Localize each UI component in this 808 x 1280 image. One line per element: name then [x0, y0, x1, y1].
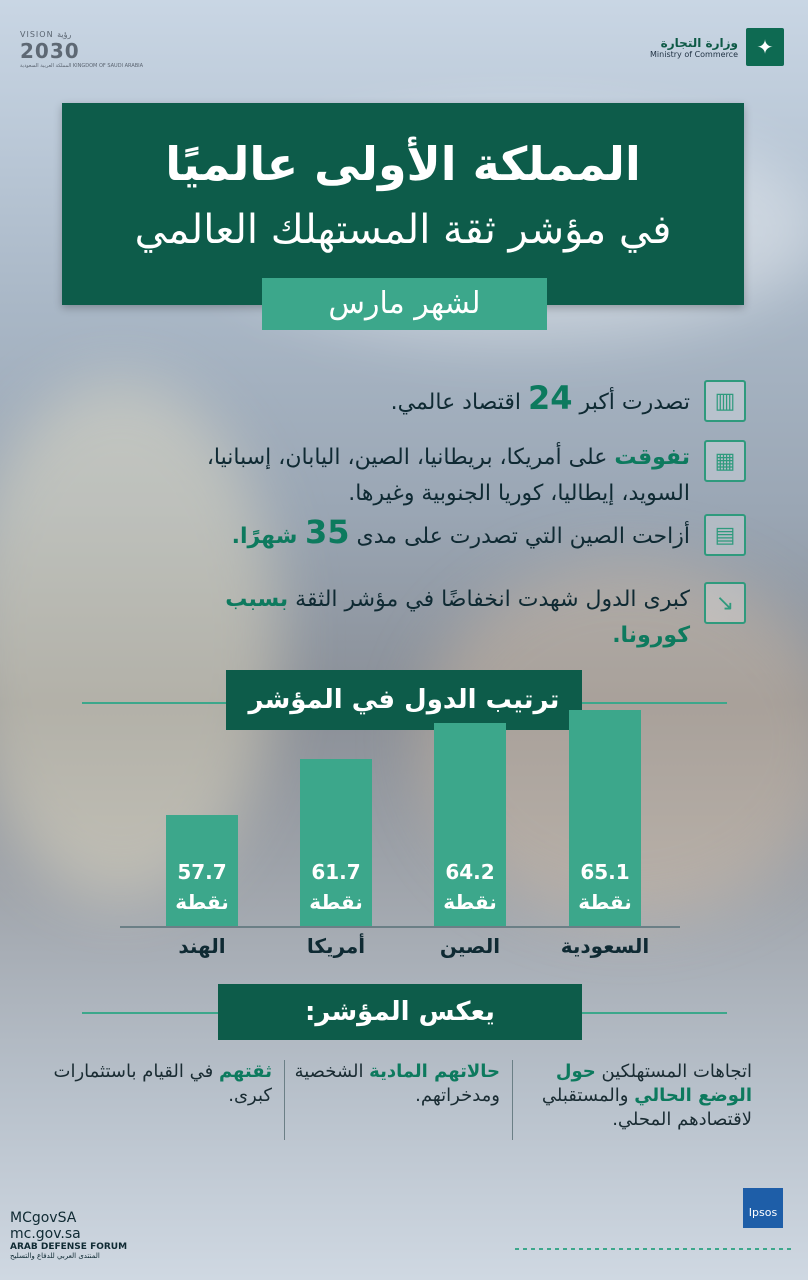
fact-item — [391, 380, 746, 422]
chart-baseline — [120, 926, 680, 928]
ministry-logo — [650, 28, 784, 66]
column-separator — [284, 1060, 285, 1140]
bar-value: 65.1 — [580, 860, 630, 884]
column-separator — [512, 1060, 513, 1140]
bar-unit: نقطة — [175, 890, 229, 914]
footer-contacts — [10, 1210, 127, 1260]
social-handle[interactable]: MCgovSA — [10, 1210, 77, 1226]
website-link[interactable]: mc.gov.sa — [10, 1226, 81, 1242]
vision-2030-logo — [20, 30, 143, 69]
chart-bar — [300, 759, 372, 926]
title-banner — [62, 103, 744, 305]
month-badge: لشهر مارس — [262, 278, 547, 330]
main-title: المملكة الأولى عالميًا — [165, 137, 641, 191]
chart-bar — [166, 815, 238, 926]
reflect-column: حالاتهم المادية الشخصية ومدخراتهم. — [294, 1061, 500, 1106]
decline-chart-icon: ↘ — [704, 582, 746, 624]
sub-title: في مؤشر ثقة المستهلك العالمي — [134, 207, 672, 253]
chart-bar — [434, 723, 506, 926]
fact-text: تصدرت أكبر 24 اقتصاد عالمي. — [390, 379, 690, 417]
vision-subtitle: المملكة العربية السعودية KINGDOM OF SAUDI ARABIA — [20, 63, 144, 69]
ministry-name-ar: وزارة التجارة — [660, 35, 738, 50]
bar-unit: نقطة — [443, 890, 497, 914]
bar-category-label: الصين — [439, 934, 501, 958]
buildings-icon: ▦ — [704, 440, 746, 482]
fact-item — [232, 514, 746, 556]
bar-unit: نقطة — [578, 890, 632, 914]
ipsos-logo: Ipsos — [743, 1188, 783, 1228]
bar-unit: نقطة — [309, 890, 363, 914]
chart-bar — [569, 710, 641, 926]
fact-item — [207, 440, 746, 512]
bar-value: 61.7 — [311, 860, 361, 884]
bar-value: 57.7 — [177, 860, 227, 884]
vision-label: VISION رؤية — [20, 30, 72, 39]
fact-number: 35 — [305, 513, 350, 551]
forum-watermark-ar: المنتدى العربي للدفاع والتسليح — [10, 1252, 100, 1260]
ministry-name-en: Ministry of Commerce — [650, 49, 738, 59]
fact-text: أزاحت الصين التي تصدرت على مدى 35 شهرًا. — [231, 513, 690, 551]
bar-category-label: أمريكا — [306, 934, 366, 958]
fact-text: كبرى الدول شهدت انخفاضًا في مؤشر الثقة بسبب كورونا. — [225, 587, 690, 648]
bar-category-label: السعودية — [560, 934, 650, 958]
forum-watermark: ARAB DEFENSE FORUM — [10, 1242, 128, 1252]
fact-item — [225, 582, 746, 654]
reflect-column: اتجاهات المستهلكين حول الوضع الحالي والمستقبلي لاقتصادهم المحلي. — [541, 1061, 752, 1130]
palm-swords-icon: ✦ — [746, 28, 784, 66]
reflects-title: يعكس المؤشر: — [218, 984, 582, 1040]
bar-chart-icon: ▥ — [704, 380, 746, 422]
bar-value: 64.2 — [445, 860, 495, 884]
fact-text: تفوقت على أمريكا، بريطانيا، الصين، اليابان، إسبانيا، السويد، إيطاليا، كوريا الجنوبية وغيرها. — [206, 445, 690, 506]
fact-number: 24 — [528, 379, 573, 417]
vision-year: 2030 — [20, 39, 80, 63]
calendar-icon: ▤ — [704, 514, 746, 556]
reflect-column: ثقتهم في القيام باستثمارات كبرى. — [53, 1061, 272, 1106]
decorative-dots — [515, 1248, 795, 1250]
ranking-title: ترتيب الدول في المؤشر — [226, 670, 582, 730]
bar-category-label: الهند — [178, 934, 226, 958]
